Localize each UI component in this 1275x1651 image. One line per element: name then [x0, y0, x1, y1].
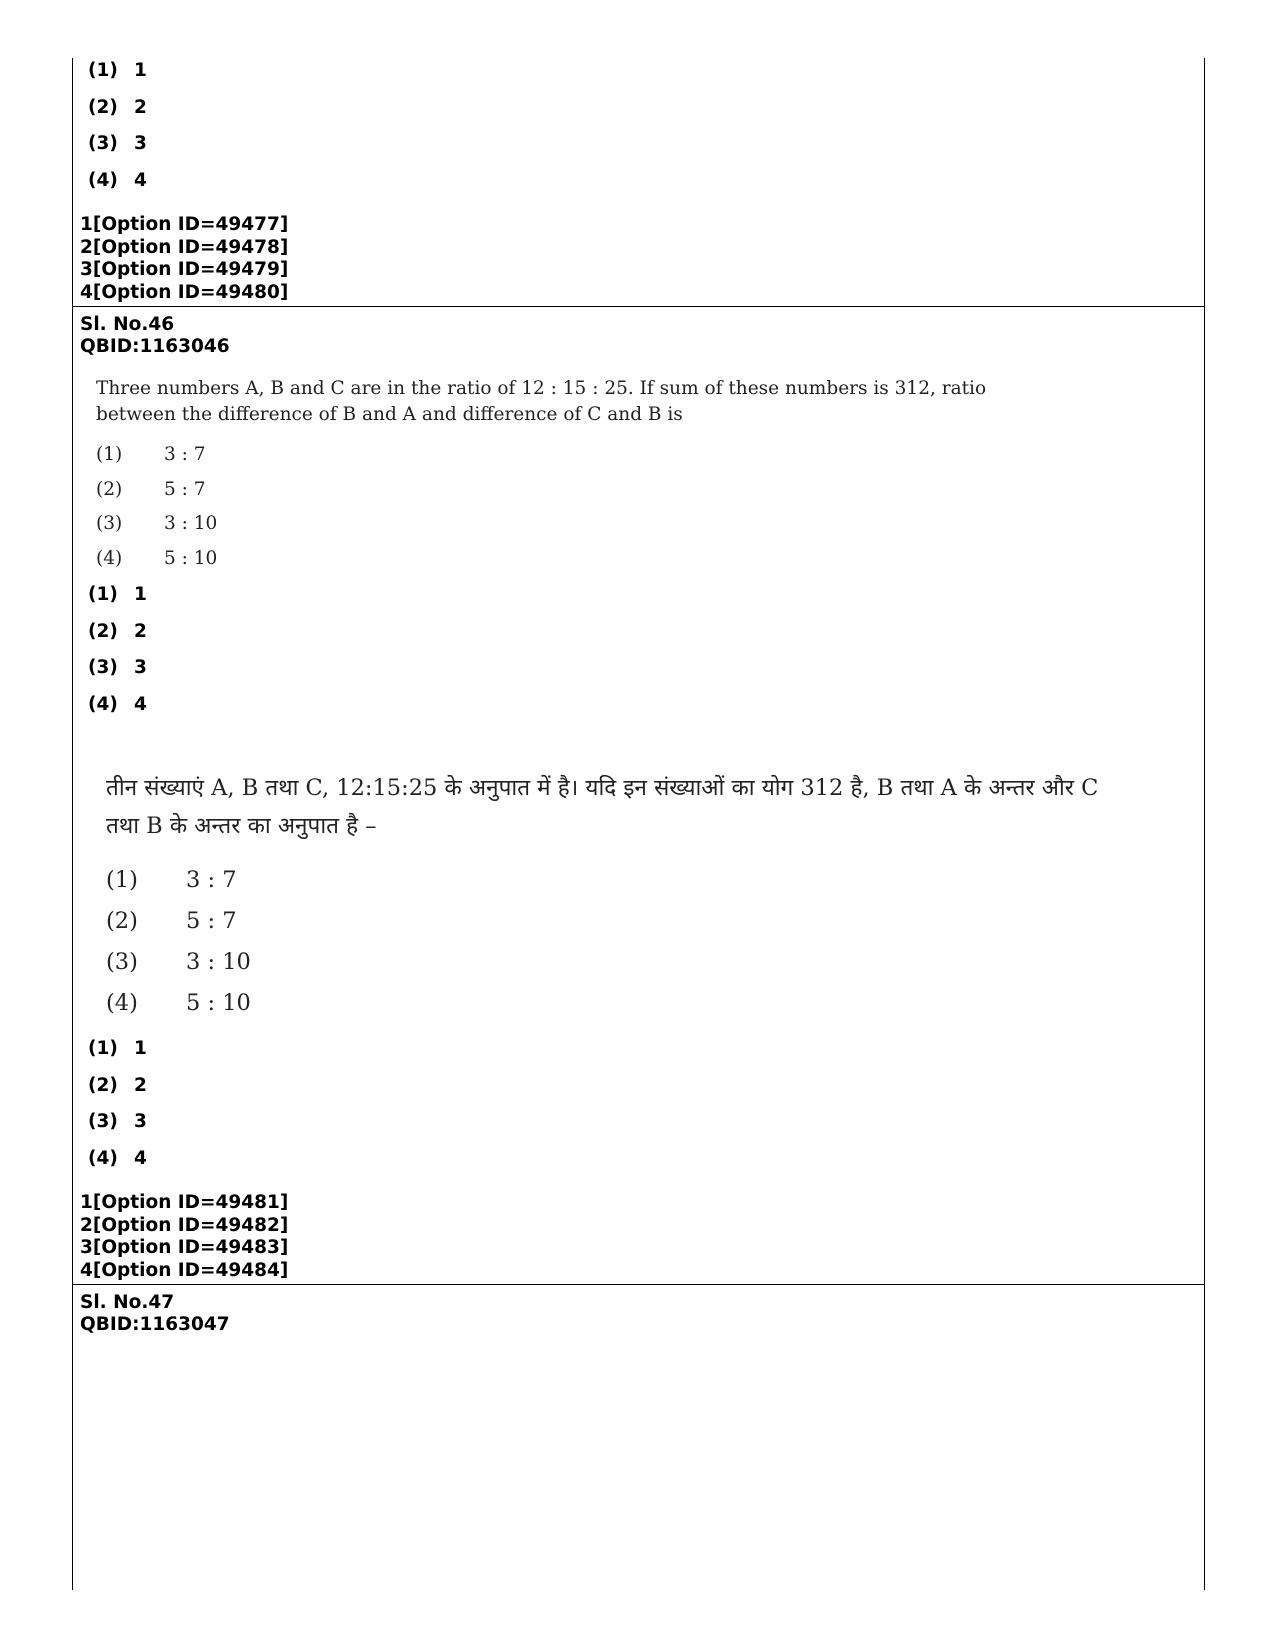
answer-option: (2) 2 [88, 1074, 147, 1096]
choice-row: (1) 3 : 7 [96, 444, 206, 465]
serial-number: Sl. No.47 [80, 1292, 175, 1313]
answer-options-english [88, 584, 147, 730]
option-id: 1[Option ID=49477] [80, 214, 289, 235]
question-header [80, 1292, 230, 1336]
option-id: 2[Option ID=49482] [80, 1214, 289, 1236]
choice-row: (2) 5 : 7 [96, 478, 206, 500]
choice-row: (2) 5 : 7 [106, 908, 237, 934]
choice-row: (4) 5 : 10 [106, 990, 251, 1016]
prev-answer-options [88, 60, 147, 206]
answer-option: (3) 3 [88, 133, 147, 154]
option-id: 3[Option ID=49483] [80, 1237, 289, 1258]
option-id: 2[Option ID=49478] [80, 236, 289, 258]
answer-option: (2) 2 [88, 620, 147, 642]
answer-option: (4) 4 [88, 1147, 147, 1169]
choice-row: (3) 3 : 10 [106, 949, 251, 975]
answer-options-hindi [88, 1038, 147, 1184]
answer-option: (1) 1 [88, 1038, 147, 1059]
qbid: QBID:1163046 [80, 336, 230, 357]
question-header [80, 314, 230, 358]
section-divider [72, 306, 1205, 307]
question-choices-hindi [106, 867, 251, 1031]
answer-option: (4) 4 [88, 693, 147, 715]
option-id: 1[Option ID=49481] [80, 1192, 289, 1213]
prev-option-ids [80, 214, 288, 304]
section-divider [72, 1284, 1205, 1285]
choice-row: (3) 3 : 10 [96, 513, 218, 534]
answer-option: (2) 2 [88, 96, 147, 118]
answer-option: (1) 1 [88, 60, 147, 81]
option-id: 4[Option ID=49480] [80, 281, 289, 303]
question-text-english: Three numbers A, B and C are in the ratio of 12 : 15 : 25. If sum of these numbers is 312, ratio between the difference of B and A and difference of C and B is [96, 378, 987, 425]
answer-option: (3) 3 [88, 657, 147, 678]
option-id: 3[Option ID=49479] [80, 259, 289, 280]
option-id: 4[Option ID=49484] [80, 1259, 289, 1281]
qbid: QBID:1163047 [80, 1314, 230, 1335]
question-text-hindi: तीन संख्याएं A, B तथा C, 12:15:25 के अनुपात में है। यदि इन संख्याओं का योग 312 है, B तथा A के अन्तर और C तथा B के अन्तर का अनुपात है – [106, 775, 1099, 839]
question-choices-english [96, 444, 217, 582]
choice-row: (1) 3 : 7 [106, 867, 237, 893]
answer-option: (1) 1 [88, 584, 147, 605]
choice-row: (4) 5 : 10 [96, 547, 218, 569]
answer-option: (3) 3 [88, 1111, 147, 1132]
option-ids [80, 1192, 288, 1282]
serial-number: Sl. No.46 [80, 314, 175, 335]
answer-option: (4) 4 [88, 169, 147, 191]
